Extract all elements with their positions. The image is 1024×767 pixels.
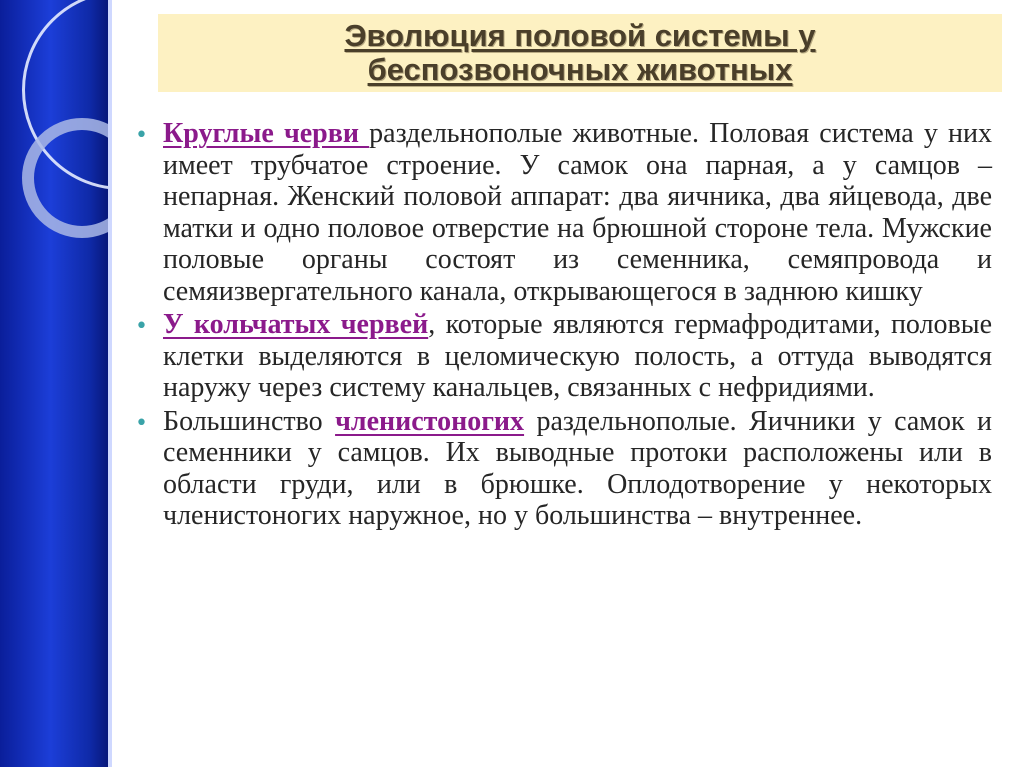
bullet-item	[132, 406, 992, 532]
bullet-text: , которые являются гермафродитами, половые клетки выделяются в целомическую полость, а оттуда выводятся наружу через систему канальцев, связанных с нефридиями.	[163, 309, 993, 403]
decorative-side-band	[0, 0, 112, 767]
bullet-text: раздельнополые. Яичники у самок и семенники у самцов. Их выводные протоки расположены или в области груди, или в брюшке. Оплодотворение у некоторых членистоногих наружное, но у большинства – внутреннее.	[163, 405, 992, 531]
bullet-item	[132, 118, 992, 307]
bullet-paragraph	[163, 309, 992, 404]
title-line-1: Эволюция половой системы у	[344, 18, 816, 53]
bullet-paragraph	[163, 118, 992, 307]
highlighted-term: членистоногих	[335, 405, 525, 437]
bullet-dot-icon: •	[135, 314, 148, 339]
bullet-dot-icon: •	[135, 123, 148, 148]
bullet-prefix: Большинство	[163, 405, 336, 437]
bullet-paragraph	[163, 406, 992, 532]
highlighted-term: Круглые черви	[163, 118, 370, 149]
bullet-item	[132, 309, 992, 404]
highlighted-term: У кольчатых червей	[163, 309, 429, 340]
slide-body	[132, 118, 992, 534]
slide-title	[158, 14, 1002, 92]
title-line-2: беспозвоночных животных	[367, 52, 793, 87]
bullet-dot-icon: •	[135, 410, 148, 436]
bullet-text: раздельнополые животные. Половая система у них имеет трубчатое строение. У самок она парная, а у самцов – непарная. Женский половой аппарат: два яичника, два яйцевода, две матки и одно половое отверстие на брюшной стороне тела. Мужские половые органы состоят из семенника, семяпровода и семяизвергательного канала, открывающегося в заднюю кишку	[163, 118, 992, 307]
